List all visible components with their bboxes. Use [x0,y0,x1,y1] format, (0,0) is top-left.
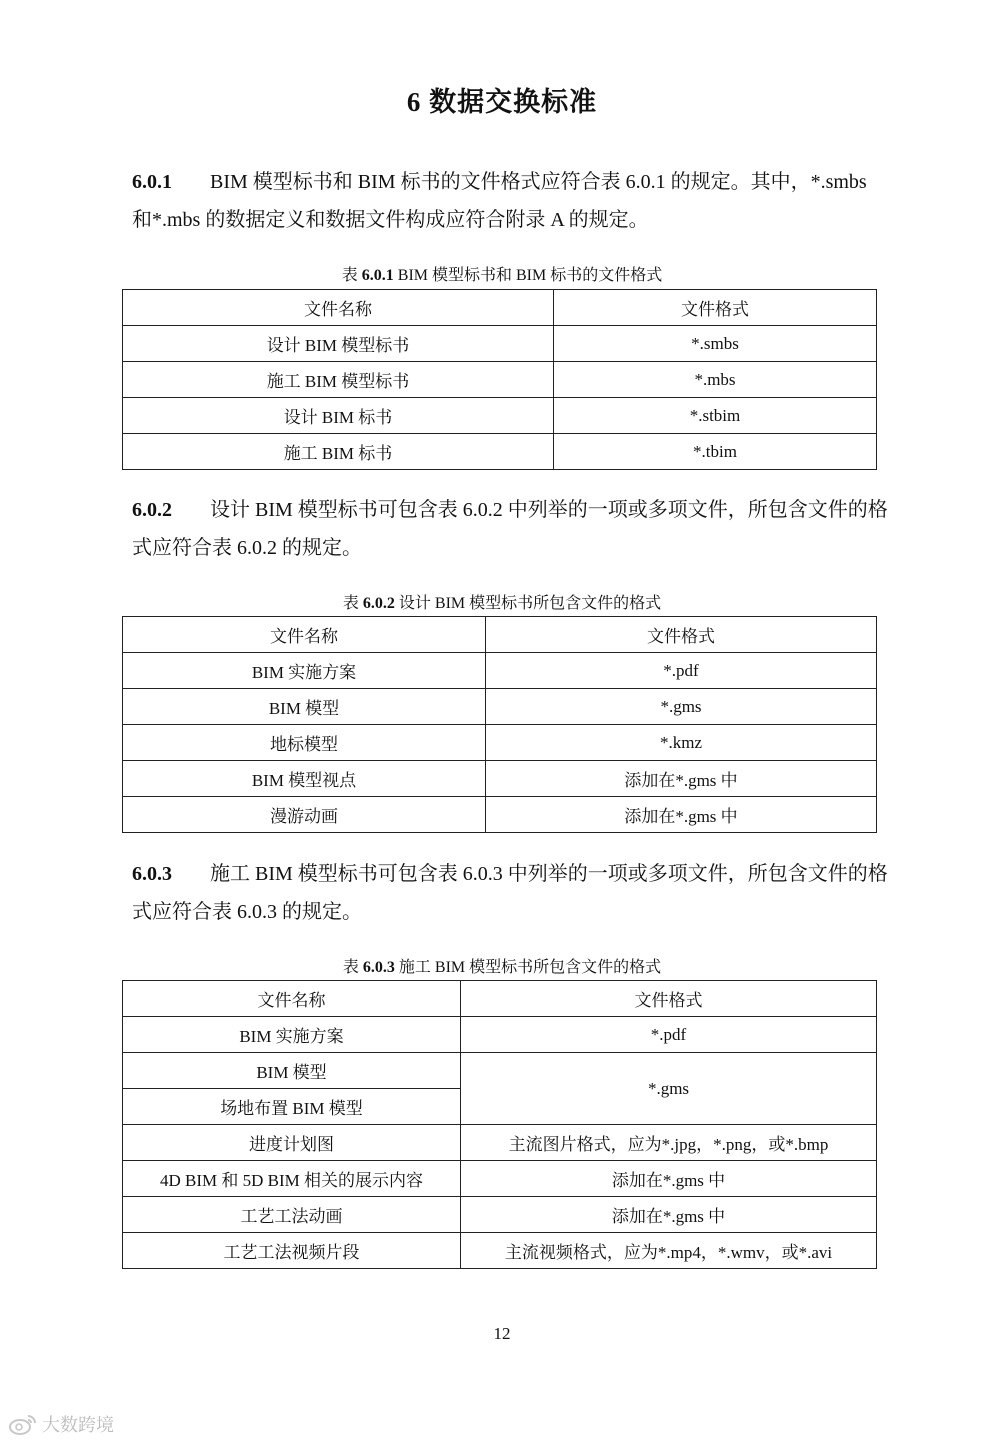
table-header-row [123,617,877,653]
table-header-row [123,290,877,326]
table-row [123,434,877,470]
table-cell: 添加在*.gms 中 [461,1161,877,1197]
header-cell: 文件名称 [123,617,486,653]
clause-text: 设计 BIM 模型标书可包含表 6.0.2 中列举的一项或多项文件，所包含文件的格式应符合表 6.0.2 的规定。 [132,499,888,559]
clause-text: BIM 模型标书和 BIM 标书的文件格式应符合表 6.0.1 的规定。其中，*.smbs 和*.mbs 的数据定义和数据文件构成应符合附录 A 的规定。 [132,171,867,231]
table-row [123,689,877,725]
table-cell: BIM 实施方案 [123,653,486,689]
clause-6-0-2 [132,491,888,567]
table-cell: *.pdf [486,653,877,689]
table-row [123,1197,877,1233]
watermark [8,1410,114,1438]
header-cell: 文件名称 [123,290,554,326]
table-cell: BIM 模型 [123,1053,461,1089]
header-cell: 文件格式 [461,981,877,1017]
table-cell: 主流图片格式，应为*.jpg，*.png，或*.bmp [461,1125,877,1161]
table-cell: *.stbim [554,398,877,434]
chapter-title: 6 数据交换标准 [406,87,598,117]
table-row [123,761,877,797]
header-cell: 文件格式 [554,290,877,326]
table-cell: BIM 模型视点 [123,761,486,797]
table-caption-6-0-1 [0,262,1004,285]
clause-number: 6.0.3 [132,863,172,885]
table-row [123,326,877,362]
table-cell: 进度计划图 [123,1125,461,1161]
table-cell: 地标模型 [123,725,486,761]
page-number: 12 [493,1324,511,1343]
table-cell: 主流视频格式，应为*.mp4，*.wmv，或*.avi [461,1233,877,1269]
table-6-0-2 [122,616,877,833]
table-row [123,1233,877,1269]
caption-number: 6.0.1 [361,267,394,284]
table-cell: 漫游动画 [123,797,486,833]
table-row [123,1017,877,1053]
table-cell: 4D BIM 和 5D BIM 相关的展示内容 [123,1161,461,1197]
table-cell: *.tbim [554,434,877,470]
table-6-0-1 [122,289,877,470]
table-cell: 工艺工法视频片段 [123,1233,461,1269]
table-row [123,398,877,434]
table-cell: 施工 BIM 模型标书 [123,362,554,398]
table-cell: BIM 实施方案 [123,1017,461,1053]
table-row [123,1053,877,1089]
table-row [123,725,877,761]
caption-text: BIM 模型标书和 BIM 标书的文件格式 [393,267,663,284]
table-caption-6-0-3 [0,954,1004,977]
clause-6-0-1 [132,163,888,239]
table-cell-merged: *.gms [461,1053,877,1125]
table-6-0-3 [122,980,877,1269]
table-cell: 场地布置 BIM 模型 [123,1089,461,1125]
table-cell: 施工 BIM 标书 [123,434,554,470]
table-cell: *.kmz [486,725,877,761]
clause-text: 施工 BIM 模型标书可包含表 6.0.3 中列举的一项或多项文件，所包含文件的格式应符合表 6.0.3 的规定。 [132,863,888,923]
caption-prefix: 表 [342,959,363,976]
table-cell: 添加在*.gms 中 [486,761,877,797]
caption-prefix: 表 [342,595,363,612]
caption-number: 6.0.2 [362,595,395,612]
table-cell: 添加在*.gms 中 [486,797,877,833]
weibo-logo-icon [8,1412,38,1436]
table-cell: *.mbs [554,362,877,398]
header-cell: 文件名称 [123,981,461,1017]
table-cell: 工艺工法动画 [123,1197,461,1233]
table-cell: *.gms [486,689,877,725]
caption-text: 设计 BIM 模型标书所包含文件的格式 [394,595,662,612]
table-row [123,1125,877,1161]
table-cell: *.smbs [554,326,877,362]
table-cell: BIM 模型 [123,689,486,725]
table-row [123,1161,877,1197]
caption-number: 6.0.3 [362,959,395,976]
table-header-row [123,981,877,1017]
table-cell: 添加在*.gms 中 [461,1197,877,1233]
clause-number: 6.0.1 [132,171,172,193]
table-row [123,362,877,398]
caption-prefix: 表 [341,267,362,284]
header-cell: 文件格式 [486,617,877,653]
table-row [123,653,877,689]
table-row [123,797,877,833]
caption-text: 施工 BIM 模型标书所包含文件的格式 [394,959,662,976]
clause-number: 6.0.2 [132,499,172,521]
table-cell: 设计 BIM 模型标书 [123,326,554,362]
table-cell: 设计 BIM 标书 [123,398,554,434]
table-cell: *.pdf [461,1017,877,1053]
watermark-text: 大数跨境 [42,1415,114,1436]
table-caption-6-0-2 [0,590,1004,613]
clause-6-0-3 [132,855,888,931]
